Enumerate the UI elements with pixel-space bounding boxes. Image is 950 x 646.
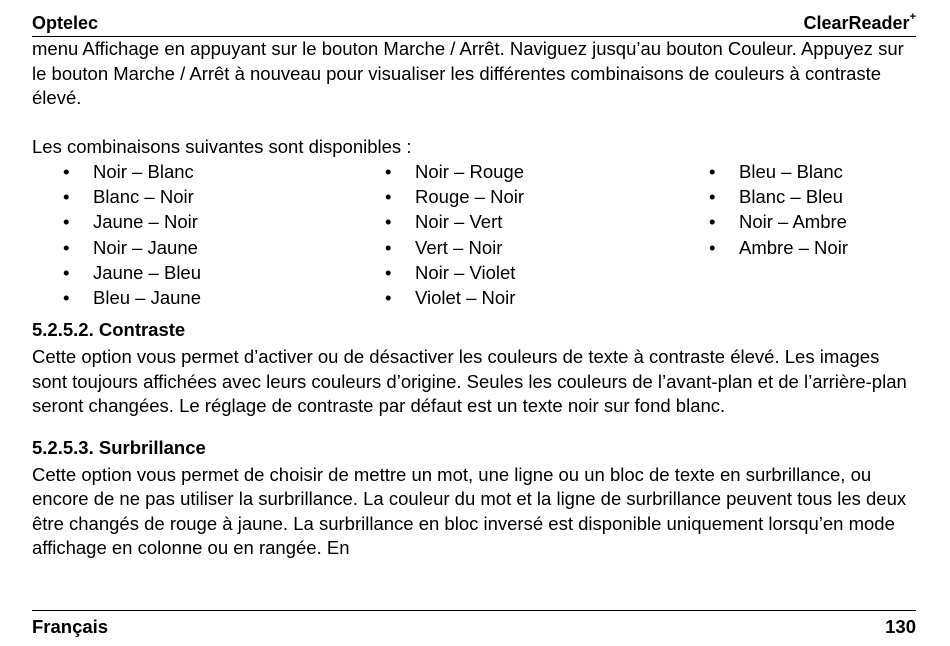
list-item: • Noir – Blanc	[32, 159, 354, 184]
header-product	[804, 13, 917, 34]
footer-language: Français	[32, 616, 109, 637]
section-heading-surbrillance: 5.2.5.3. Surbrillance	[32, 436, 206, 458]
page-footer	[32, 610, 916, 638]
bullet-icon: •	[385, 236, 392, 258]
list-item: • Blanc – Noir	[32, 184, 354, 209]
list-item: • Violet – Noir	[354, 285, 678, 310]
list-item: • Noir – Rouge	[354, 159, 678, 184]
bullet-icon: •	[709, 186, 716, 208]
combinations-column-1	[32, 159, 354, 310]
bullet-icon: •	[709, 236, 716, 258]
section-text-contraste: Cette option vous permet d’activer ou de désactiver les couleurs de texte à contraste élevé. Les images sont toujours affichées avec leurs couleurs d’origine. Seules les couleurs de l’avant-plan et de l’arrière-plan seront changées. Le réglage de contraste par défaut est un texte noir sur fond blanc.	[32, 346, 907, 417]
header-brand: Optelec	[32, 13, 99, 33]
intro-paragraph: menu Affichage en appuyant sur le bouton Marche / Arrêt. Naviguez jusqu’au bouton Couleur. Appuyez sur le bouton Marche / Arrêt à nouveau pour visualiser les différentes combinaisons de couleurs à contraste élevé.	[32, 38, 904, 108]
bullet-icon: •	[385, 287, 392, 309]
page-body	[32, 37, 916, 561]
page-number: 130	[885, 616, 916, 637]
combinations-lists	[32, 159, 916, 310]
list-item: • Jaune – Noir	[32, 209, 354, 234]
section-text-surbrillance: Cette option vous permet de choisir de mettre un mot, une ligne ou un bloc de texte en surbrillance, ou encore de ne pas utiliser la surbrillance. La couleur du mot et la ligne de surbrillance peuvent tous les deux être changés de rouge à jaune. La surbrillance en bloc inversé est disponible uniquement lorsqu’en mode affichage en colonne ou en rangée. En	[32, 463, 907, 559]
bullet-icon: •	[385, 211, 392, 233]
list-item: • Noir – Vert	[354, 209, 678, 234]
header-product-sup: +	[909, 11, 916, 23]
bullet-icon: •	[385, 161, 392, 182]
list-item: • Bleu – Jaune	[32, 285, 354, 310]
list-item: • Rouge – Noir	[354, 184, 678, 209]
header-product-name: ClearReader	[803, 13, 910, 33]
list-item: • Noir – Ambre	[678, 209, 916, 234]
bullet-icon: •	[385, 261, 392, 283]
bullet-icon: •	[63, 161, 70, 182]
bullet-icon: •	[709, 161, 716, 182]
bullet-icon: •	[63, 287, 70, 309]
page-header	[32, 10, 916, 37]
document-page	[32, 10, 916, 561]
list-item: • Blanc – Bleu	[678, 184, 916, 209]
list-item: • Ambre – Noir	[678, 235, 916, 260]
bullet-icon: •	[709, 211, 716, 233]
section-heading-contraste: 5.2.5.2. Contraste	[32, 319, 186, 341]
list-item: • Noir – Violet	[354, 260, 678, 285]
bullet-icon: •	[63, 186, 70, 208]
combinations-intro: Les combinaisons suivantes sont disponibles :	[32, 135, 412, 157]
bullet-icon: •	[63, 211, 70, 233]
list-item: • Noir – Jaune	[32, 235, 354, 260]
bullet-icon: •	[63, 261, 70, 283]
bullet-icon: •	[385, 186, 392, 208]
bullet-icon: •	[63, 236, 70, 258]
list-item: • Vert – Noir	[354, 235, 678, 260]
combinations-column-2	[354, 159, 678, 310]
combinations-column-3	[678, 159, 916, 310]
list-item: • Jaune – Bleu	[32, 260, 354, 285]
list-item: • Bleu – Blanc	[678, 159, 916, 184]
